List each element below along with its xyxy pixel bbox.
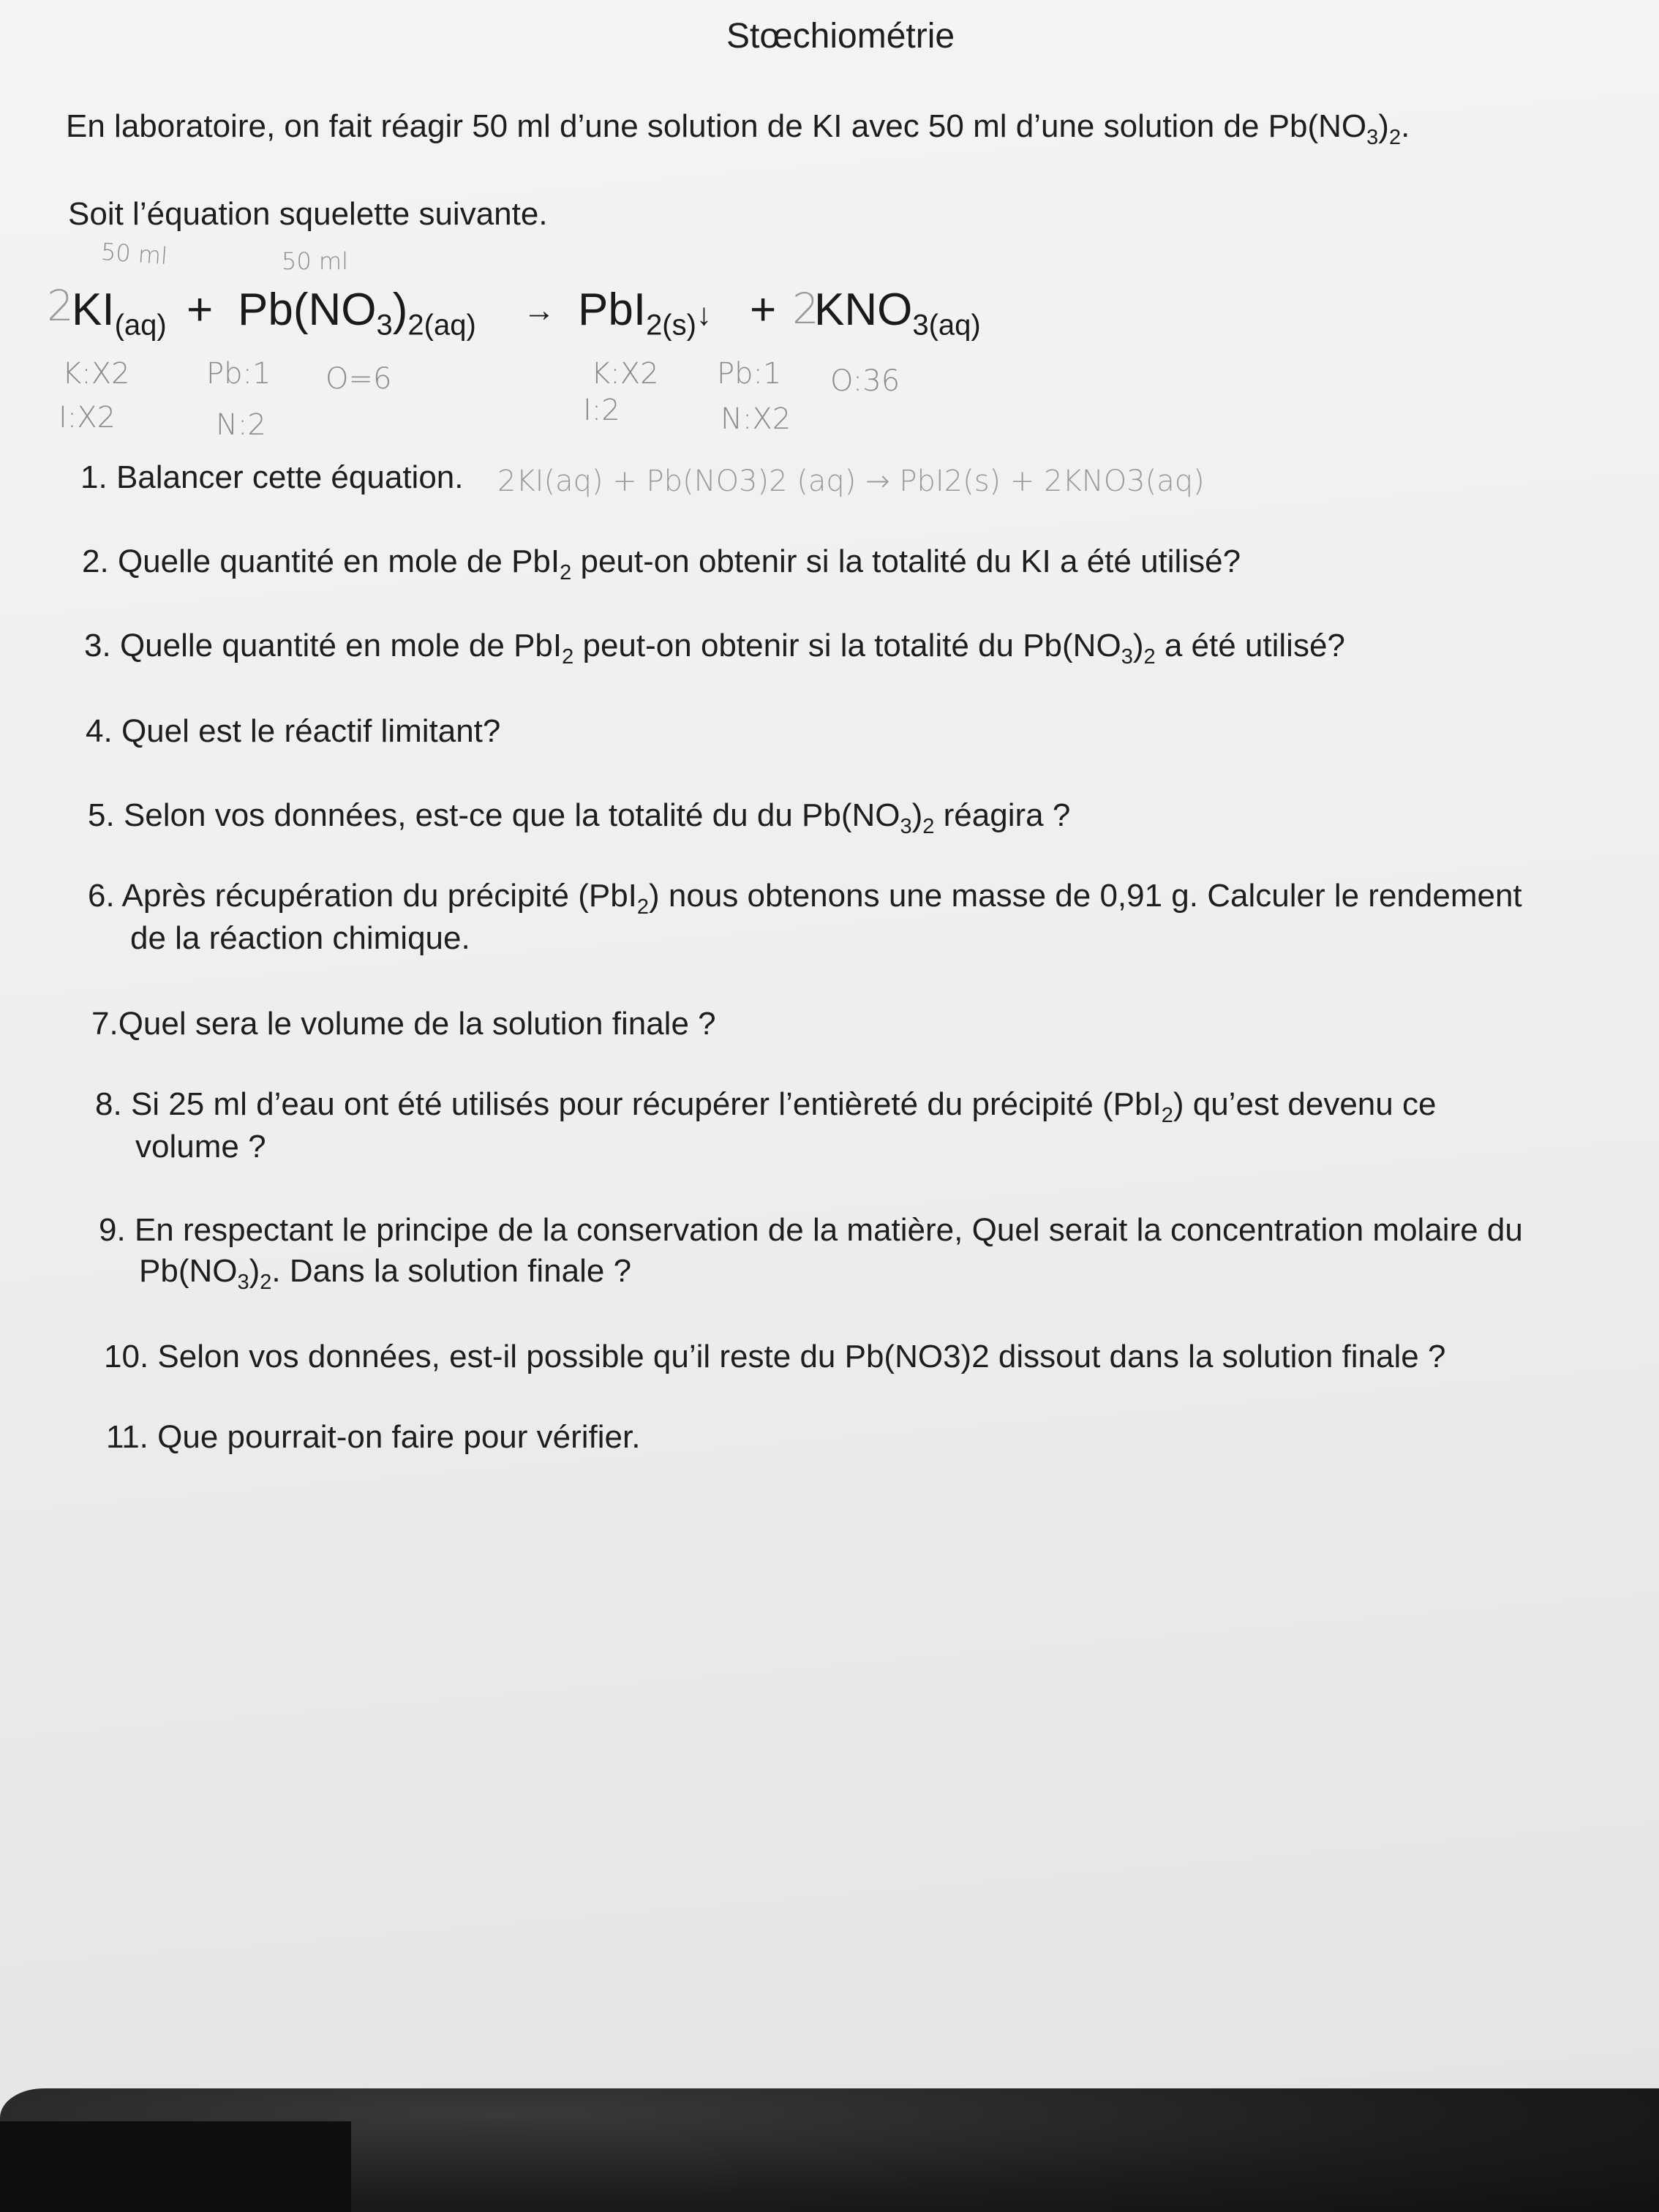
question-8: 8. Si 25 ml d’eau ont été utilisés pour récupérer l’entièreté du précipité (PbI$_2$) qu’est devenu ce [95,1086,1437,1127]
handwritten-coef-ki: 2 [47,281,74,331]
question-6: 6. Après récupération du précipité (PbI$_2$) nous obtenons une masse de 0,91 g. Calculer le rendement [88,878,1522,919]
question-2: 2. Quelle quantité en mole de PbI$_2$ peut-on obtenir si la totalité du KI a été utilisé? [82,543,1241,584]
question-11: 11. Que pourrait-on faire pour vérifier. [106,1419,641,1455]
handwritten-left-n: N:2 [216,408,266,442]
question-1: 1. Balancer cette équation. [80,459,464,495]
question-3: 3. Quelle quantité en mole de PbI$_2$ peut-on obtenir si la totalité du $Pb(NO_3)_2$ a été utilisé? [84,628,1345,669]
question-9: 9. En respectant le principe de la conservation de la matière, Quel serait la concentration molaire du [99,1212,1523,1248]
plus-sign: + [187,285,214,335]
question-7: 7.Quel sera le volume de la solution finale ? [91,1006,716,1042]
question-10: 10. Selon vos données, est-il possible qu’il reste du Pb(NO3)2 dissout dans la solution finale ? [104,1339,1446,1374]
product-pbi2: PbI$_{2(s)}$↓ [578,285,712,342]
page-title: Stœchiométrie [726,17,955,56]
reactant-pbno3: $Pb(NO_3)_{2(aq)}$ [238,285,476,342]
intro-text: En laboratoire, on fait réagir 50 ml d’une solution de KI avec 50 ml d’une solution de $Pb(NO_3)_2$. [66,108,1410,149]
handwritten-left-k: K:X2 [62,357,130,391]
reaction-arrow: → [523,293,555,328]
question-4: 4. Quel est le réactif limitant? [86,713,501,749]
dark-fabric-corner [0,2121,351,2212]
handwritten-volume-ki: 50 ml [99,237,169,271]
question-9-continued: $Pb(NO_3)_2$. Dans la solution finale ? [139,1253,632,1294]
product-kno3: $KNO_{3(aq)}$ [814,285,981,342]
handwritten-coef-kno3: 2 [792,284,819,334]
handwritten-right-pb: Pb:1 [717,357,782,391]
handwritten-left-i: I:X2 [59,401,116,434]
handwritten-left-pb: Pb:1 [206,357,271,391]
handwritten-right-n: N:X2 [721,402,791,436]
question-8-continued: volume ? [135,1129,266,1165]
handwritten-right-o: O:36 [830,364,900,398]
equation-intro: Soit l’équation squelette suivante. [68,196,548,232]
handwritten-right-k: K:X2 [591,357,659,391]
handwritten-balanced-equation: 2KI(aq) + Pb(NO3)2 (aq) → PbI2(s) + 2KNO3(aq) [497,464,1205,498]
handwritten-left-o: O=6 [326,362,392,396]
handwritten-right-i: I:2 [583,394,620,427]
question-5: 5. Selon vos données, est-ce que la totalité du du $Pb(NO_3)_2$ réagira ? [88,797,1071,838]
plus-sign-2: + [750,285,777,335]
question-6-continued: de la réaction chimique. [130,920,470,956]
handwritten-volume-pbno3: 50 ml [282,247,348,275]
reactant-ki: $KI_{(aq)}$ [72,285,167,342]
